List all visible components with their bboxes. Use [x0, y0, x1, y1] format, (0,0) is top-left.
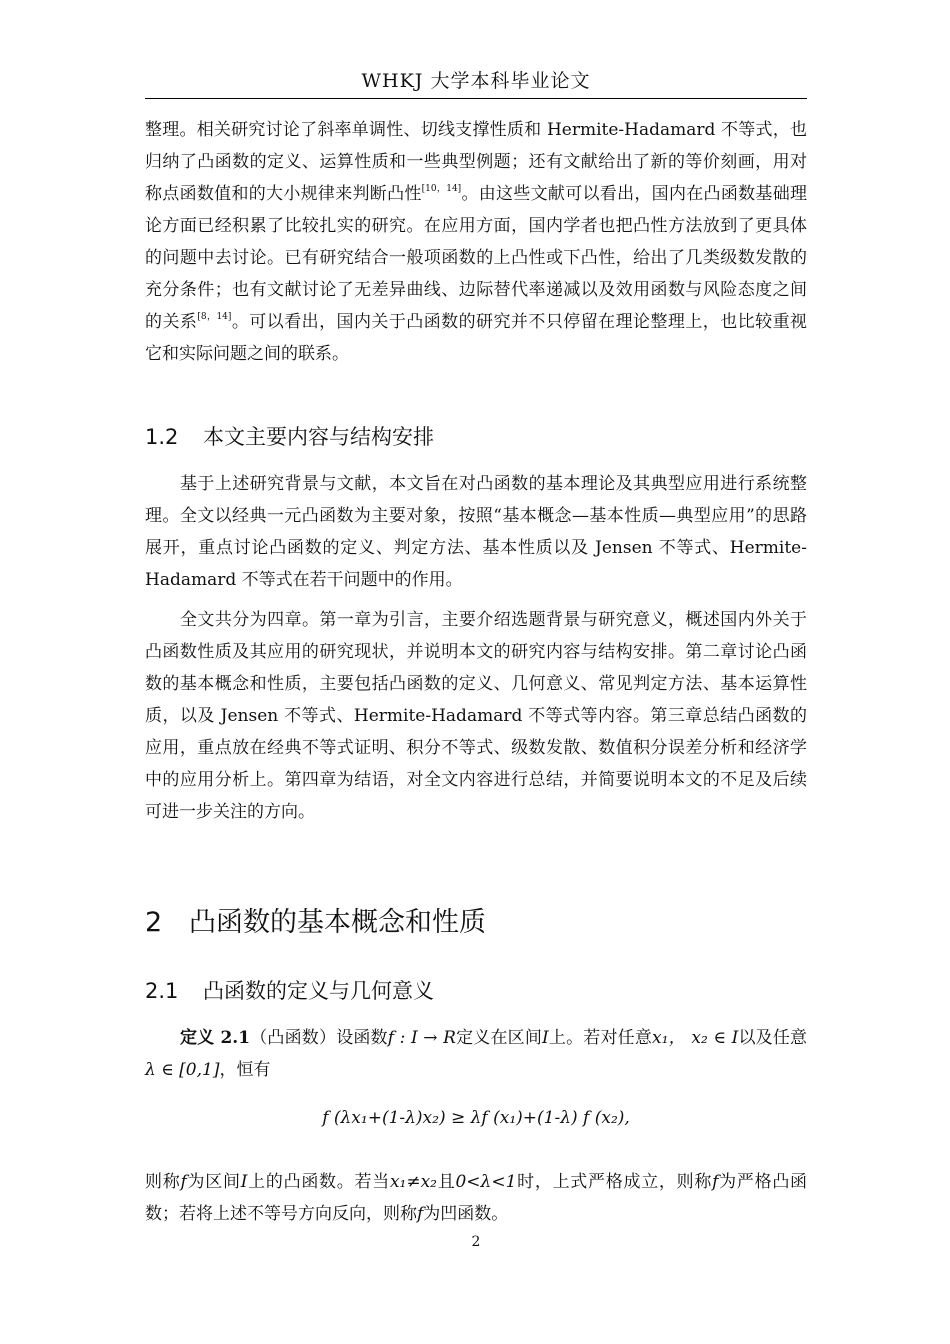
- text: 则称: [145, 1172, 181, 1192]
- definition-text: 设函数: [336, 1028, 388, 1048]
- chapter-heading-2: [145, 900, 486, 939]
- math-inline: 0<λ<1: [455, 1172, 517, 1192]
- section-title: 凸函数的定义与几何意义: [203, 979, 434, 1003]
- definition-text: ，恒有: [219, 1060, 271, 1080]
- display-formula: f (λx₁+(1-λ)x₂) ≥ λf (x₁)+(1-λ) f (x₂),: [322, 1108, 630, 1128]
- chapter-title: 凸函数的基本概念和性质: [189, 907, 486, 938]
- citation: [8，14]: [197, 312, 232, 322]
- math-inline: I: [542, 1028, 549, 1048]
- math-inline: x₁，: [652, 1028, 686, 1048]
- intro-text-b: 。由这些文献可以看出，国内在凸函数基础理论方面已经积累了比较扎实的研究。在应用方面，国内学者也把凸性方法放到了更具体的问题中去讨论。已有研究结合一般项函数的上凸性或下凸性，给出了几类级数发散的充分条件；也有文献讨论了无差异曲线、边际替代率递减以及效用函数与风险态度之间的关系: [145, 184, 808, 332]
- paragraph-1-2-a: 基于上述研究背景与文献，本文旨在对凸函数的基本理论及其典型应用进行系统整理。全文以经典一元凸函数为主要对象，按照“基本概念—基本性质—典型应用”的思路展开，重点讨论凸函数的定义、判定方法、基本性质以及 Jensen 不等式、Hermite-Hadamard 不等式在若干问题中的作用。: [145, 474, 807, 590]
- text: 且: [437, 1172, 456, 1192]
- definition-text: 定义在区间: [455, 1028, 543, 1048]
- math-inline: x₂ ∈ I: [691, 1028, 739, 1048]
- definition-label: 定义 2.1: [180, 1028, 251, 1048]
- definition-name: （凸函数）: [250, 1028, 337, 1048]
- citation: [10，14]: [421, 184, 462, 194]
- section-number: 2.1: [145, 979, 179, 1003]
- intro-text-a: 整理。相关研究讨论了斜率单调性、切线支撑性质和 Hermite-Hadamard 不等式，也归纳了凸函数的定义、运算性质和一些典型例题；还有文献给出了新的等价刻画，用对称点函数值和的大小规律来判断凸性: [145, 120, 807, 204]
- math-inline: I: [240, 1172, 248, 1192]
- definition-text: 上。若对任意: [548, 1028, 653, 1048]
- math-inline: f: [417, 1204, 424, 1224]
- text: 为凹函数。: [423, 1204, 509, 1224]
- chapter-number: 2: [145, 907, 163, 938]
- definition-continuation: [145, 1166, 807, 1230]
- section-title: 本文主要内容与结构安排: [203, 425, 434, 449]
- text: 时，上式严格成立，则称: [516, 1172, 713, 1192]
- text: 为区间: [186, 1172, 241, 1192]
- paragraph-1-2-b: 全文共分为四章。第一章为引言，主要介绍选题背景与研究意义，概述国内外关于凸函数性质及其应用的研究现状，并说明本文的研究内容与结构安排。第二章讨论凸函数的基本概念和性质，主要包括凸函数的定义、几何意义、常见判定方法、基本运算性质，以及 Jensen 不等式、Hermite-Hadamard 不等式等内容。第三章总结凸函数的应用，重点放在经典不等式证明、积分不等式、级数发散、数值积分误差分析和经济学中的应用分析上。第四章为结语，对全文内容进行总结，并简要说明本文的不足及后续可进一步关注的方向。: [145, 610, 807, 822]
- math-inline: f: [180, 1172, 187, 1192]
- math-inline: λ ∈ [0,1]: [145, 1060, 220, 1080]
- header-rule: [145, 98, 807, 99]
- math-inline: f : I → R: [387, 1028, 456, 1048]
- intro-paragraph: [145, 114, 807, 370]
- text: 为严格凸函数；若将上述不等号方向反向，则称: [145, 1172, 808, 1224]
- intro-text-c: 。可以看出，国内关于凸函数的研究并不只停留在理论整理上，也比较重视它和实际问题之间的联系。: [145, 312, 808, 364]
- page-header: WHKJ 大学本科毕业论文: [361, 70, 591, 92]
- page-number: 2: [471, 1234, 481, 1250]
- math-inline: x₁≠x₂: [389, 1172, 438, 1192]
- math-inline: f: [712, 1172, 719, 1192]
- definition-paragraph: [145, 1022, 807, 1086]
- section-heading-1-2: [145, 421, 434, 451]
- definition-text: 以及任意: [738, 1028, 808, 1048]
- section-number: 1.2: [145, 425, 179, 449]
- section-heading-2-1: [145, 975, 434, 1005]
- text: 上的凸函数。若当: [247, 1172, 390, 1192]
